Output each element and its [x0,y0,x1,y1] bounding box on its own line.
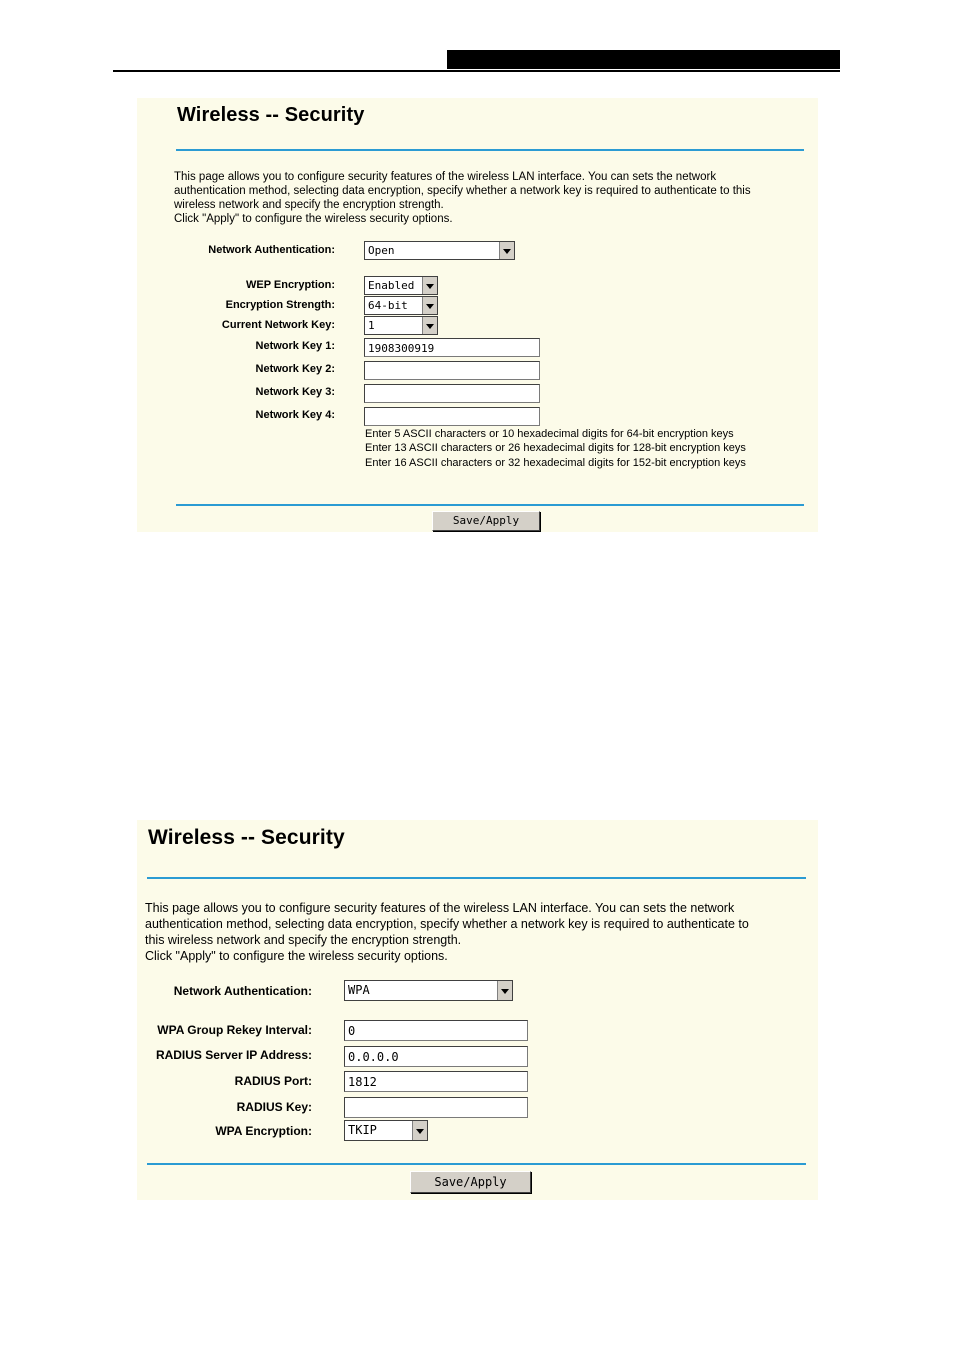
radius-ip-input[interactable]: 0.0.0.0 [344,1046,528,1067]
network-key-4-label: Network Key 4: [255,409,335,421]
chevron-down-icon[interactable] [499,242,514,259]
save-apply-button[interactable]: Save/Apply [432,511,540,531]
network-key-3-label: Network Key 3: [255,386,335,398]
radius-key-label: RADIUS Key: [236,1100,312,1114]
page-title: Wireless -- Security [148,826,345,849]
network-auth-select[interactable] [364,241,515,260]
chevron-down-icon[interactable] [412,1121,427,1140]
description-line: this wireless network and specify the encryption strength. [145,933,462,947]
description-line: Click "Apply" to configure the wireless security options. [145,949,448,963]
network-key-2-label: Network Key 2: [255,363,335,375]
wireless-security-panel-wpa [137,820,818,1200]
rekey-interval-input[interactable]: 0 [344,1020,528,1041]
wireless-security-panel-wep [137,98,818,532]
rekey-interval-label: WPA Group Rekey Interval: [157,1023,312,1037]
description-line: authentication method, selecting data encryption, specify whether a network key is required to authenticate to this [174,185,751,197]
description-line: This page allows you to configure security features of the wireless LAN interface. You can sets the network [174,171,717,183]
wep-encryption-label: WEP Encryption: [245,279,335,291]
chevron-down-icon[interactable] [497,981,512,1000]
network-key-1-input[interactable]: 1908300919 [364,338,540,357]
chevron-down-icon[interactable] [422,317,437,334]
current-key-label: Current Network Key: [221,319,335,331]
network-auth-select[interactable] [344,980,513,1001]
network-auth-label: Network Authentication: [208,244,335,256]
wep-encryption-select[interactable] [364,276,438,295]
header-rule [113,70,840,72]
network-key-1-label: Network Key 1: [255,340,335,352]
page-description [145,900,805,964]
network-key-3-input[interactable] [364,384,540,403]
page-title: Wireless -- Security [177,104,365,126]
current-key-select[interactable] [364,316,438,335]
wpa-encryption-select[interactable] [344,1120,428,1141]
chevron-down-icon[interactable] [422,277,437,294]
network-key-2-input[interactable] [364,361,540,380]
wpa-encryption-label: WPA Encryption: [215,1124,312,1138]
top-divider [147,877,806,879]
network-auth-value: WPA [348,983,370,997]
encryption-strength-select[interactable] [364,296,438,315]
bottom-divider [147,1163,806,1165]
key-hint-64: Enter 5 ASCII characters or 10 hexadecimal digits for 64-bit encryption keys [365,428,734,440]
save-apply-button[interactable]: Save/Apply [410,1171,531,1193]
wpa-encryption-value: TKIP [348,1123,377,1137]
description-line: This page allows you to configure security features of the wireless LAN interface. You can sets the network [145,901,735,915]
wep-encryption-value: Enabled [368,279,415,292]
description-line: wireless network and specify the encryption strength. [174,199,444,211]
header-bar [447,50,840,69]
radius-key-input[interactable] [344,1097,528,1118]
radius-port-input[interactable]: 1812 [344,1071,528,1092]
description-line: authentication method, selecting data encryption, specify whether a network key is required to authenticate to [145,917,749,931]
top-divider [176,149,804,151]
radius-ip-label: RADIUS Server IP Address: [155,1048,312,1062]
network-auth-value: Open [368,244,395,257]
current-key-value: 1 [368,319,375,332]
radius-port-label: RADIUS Port: [234,1074,312,1088]
description-line: Click "Apply" to configure the wireless security options. [174,213,453,225]
network-auth-label: Network Authentication: [173,984,312,998]
bottom-divider [176,504,804,506]
encryption-strength-value: 64-bit [368,299,408,312]
key-hint-152: Enter 16 ASCII characters or 32 hexadecimal digits for 152-bit encryption keys [365,457,746,469]
encryption-strength-label: Encryption Strength: [225,299,335,311]
page-description [174,170,794,226]
network-key-4-input[interactable] [364,407,540,426]
key-hint-128: Enter 13 ASCII characters or 26 hexadecimal digits for 128-bit encryption keys [365,442,746,454]
chevron-down-icon[interactable] [422,297,437,314]
